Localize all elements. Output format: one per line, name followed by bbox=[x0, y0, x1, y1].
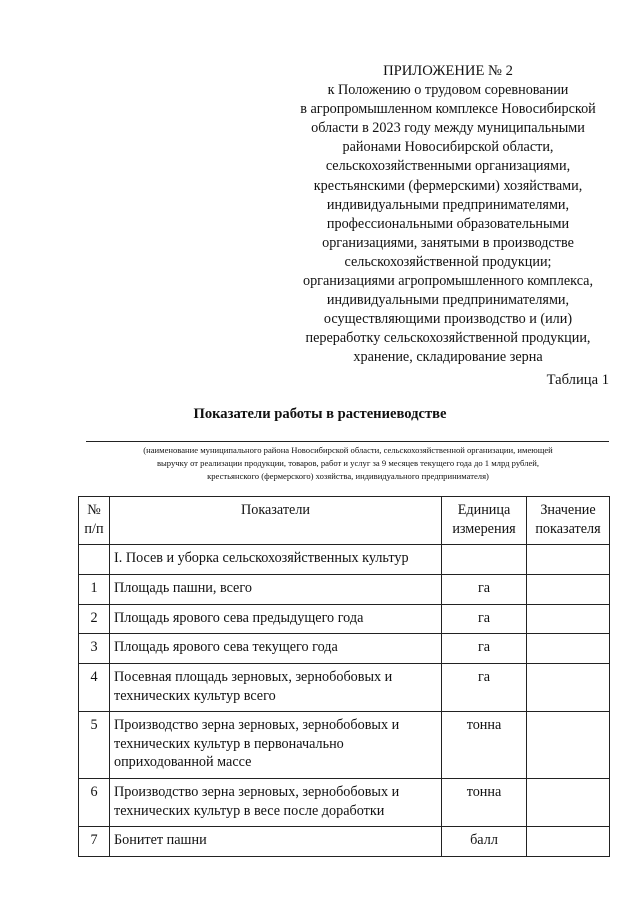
section-title: I. Посев и уборка сельскохозяйственных культур bbox=[110, 545, 442, 575]
row-unit: балл bbox=[442, 827, 527, 857]
row-indicator: Площадь пашни, всего bbox=[110, 575, 442, 605]
appendix-block bbox=[285, 62, 611, 368]
page-title: Показатели работы в растениеводстве bbox=[193, 406, 447, 422]
row-value bbox=[527, 827, 610, 857]
caption-line: крестьянского (фермерского) хозяйства, индивидуального предпринимателя) bbox=[207, 471, 489, 481]
appendix-line: хранение, складирование зерна bbox=[353, 349, 543, 366]
appendix-line: индивидуальными предпринимателями, bbox=[326, 292, 570, 309]
appendix-line: в агропромышленном комплексе Новосибирской bbox=[300, 101, 596, 118]
table-header-row bbox=[79, 497, 610, 545]
caption-line: (наименование муниципального района Новосибирской области, сельскохозяйственной организации, имеющей bbox=[143, 445, 553, 455]
table-cell bbox=[442, 545, 527, 575]
fill-in-caption bbox=[78, 444, 618, 483]
header-indicator: Показатели bbox=[110, 497, 442, 545]
appendix-line: к Положению о трудовом соревновании bbox=[327, 82, 569, 99]
appendix-line: осуществляющими производство и (или) bbox=[323, 311, 573, 328]
appendix-line: сельскохозяйственными организациями, bbox=[325, 158, 571, 175]
header-value: Значение показателя bbox=[527, 497, 610, 545]
row-value bbox=[527, 663, 610, 711]
row-number: 6 bbox=[79, 778, 110, 826]
row-number: 3 bbox=[79, 634, 110, 664]
row-value bbox=[527, 634, 610, 664]
table-cell bbox=[79, 545, 110, 575]
appendix-line: сельскохозяйственной продукции; bbox=[344, 253, 552, 270]
appendix-line: крестьянскими (фермерскими) хозяйствами, bbox=[313, 177, 583, 194]
row-indicator: Бонитет пашни bbox=[110, 827, 442, 857]
row-indicator: Посевная площадь зерновых, зернобобовых и технических культур всего bbox=[110, 663, 442, 711]
row-number: 5 bbox=[79, 712, 110, 779]
table-row bbox=[79, 712, 610, 779]
row-indicator: Производство зерна зерновых, зернобобовых и технических культур в первоначально оприходованной массе bbox=[110, 712, 442, 779]
row-unit: га bbox=[442, 663, 527, 711]
appendix-title: ПРИЛОЖЕНИЕ № 2 bbox=[383, 63, 513, 79]
row-indicator: Производство зерна зерновых, зернобобовых и технических культур в весе после доработки bbox=[110, 778, 442, 826]
table-row bbox=[79, 634, 610, 664]
row-value bbox=[527, 712, 610, 779]
appendix-line: индивидуальными предпринимателями, bbox=[326, 196, 570, 213]
row-indicator: Площадь ярового сева предыдущего года bbox=[110, 604, 442, 634]
row-value bbox=[527, 778, 610, 826]
row-unit: га bbox=[442, 575, 527, 605]
row-unit: га bbox=[442, 604, 527, 634]
header-num: № п/п bbox=[79, 497, 110, 545]
header-unit: Единица измерения bbox=[442, 497, 527, 545]
row-unit: тонна bbox=[442, 712, 527, 779]
row-indicator: Площадь ярового сева текущего года bbox=[110, 634, 442, 664]
appendix-line: организациями агропромышленного комплекса, bbox=[302, 273, 594, 290]
row-unit: га bbox=[442, 634, 527, 664]
table-number: Таблица 1 bbox=[546, 372, 609, 388]
caption-line: выручку от реализации продукции, товаров, работ и услуг за 9 месяцев текущего года до 1 млрд рублей, bbox=[156, 458, 540, 468]
table-row bbox=[79, 604, 610, 634]
row-value bbox=[527, 575, 610, 605]
appendix-line: районами Новосибирской области, bbox=[342, 139, 554, 156]
appendix-line: организациями, занятыми в производстве bbox=[322, 234, 574, 251]
table-row bbox=[79, 575, 610, 605]
section-row bbox=[79, 545, 610, 575]
table-row bbox=[79, 778, 610, 826]
fill-in-line bbox=[86, 441, 609, 442]
row-number: 1 bbox=[79, 575, 110, 605]
table-cell bbox=[527, 545, 610, 575]
indicators-table bbox=[78, 496, 610, 857]
appendix-line: профессиональными образовательными bbox=[326, 215, 570, 232]
appendix-line: переработку сельскохозяйственной продукции, bbox=[305, 330, 591, 347]
appendix-line: области в 2023 году между муниципальными bbox=[311, 120, 585, 137]
table-row bbox=[79, 827, 610, 857]
row-number: 4 bbox=[79, 663, 110, 711]
row-number: 2 bbox=[79, 604, 110, 634]
row-value bbox=[527, 604, 610, 634]
table-row bbox=[79, 663, 610, 711]
row-unit: тонна bbox=[442, 778, 527, 826]
row-number: 7 bbox=[79, 827, 110, 857]
